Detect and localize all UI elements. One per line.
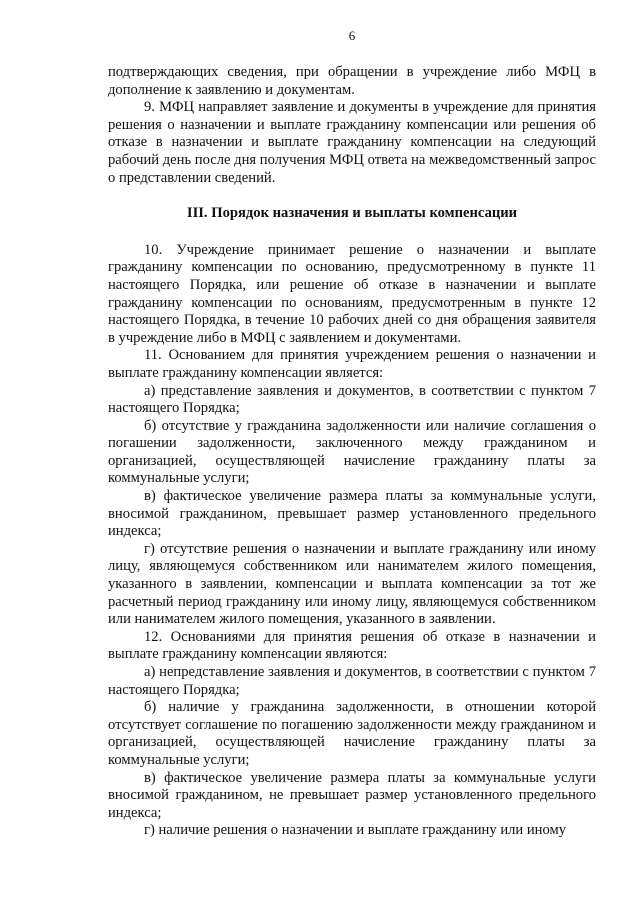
- paragraph-item-12-g: г) наличие решения о назначении и выплате гражданину или иному: [144, 822, 567, 839]
- paragraph-item-12-a: а) непредставление заявления и документов, в соответствии с пунктом 7 настоящего Порядка;: [108, 664, 596, 698]
- paragraph-item-11-a: а) представление заявления и документов, в соответствии с пунктом 7 настоящего Порядка;: [108, 382, 596, 417]
- page-number: 6: [348, 28, 356, 43]
- paragraph-item-10: 10. Учреждение принимает решение о назначении и выплате гражданину компенсации по основанию, предусмотренному в пункте 11 настоящего Порядка, или решение об отказе в назначении и выплате гражданину компенсации по основаниям, предусмотренным в пункте 12 настоящего Порядка, в течение 10 рабочих дней со дня обращения заявителя в учреждение либо в МФЦ с заявлением и документами.: [108, 241, 596, 346]
- document-page: [108, 28, 596, 840]
- paragraph-continuation: подтверждающих сведения, при обращении в учреждение либо МФЦ в дополнение к заявлению и документам.: [108, 64, 596, 98]
- paragraph-item-11-b: б) отсутствие у гражданина задолженности или наличие соглашения о погашении задолженности, заключенного между гражданином и организацией, осуществляющей начисление гражданину платы за коммунальные услуги;: [108, 417, 596, 487]
- paragraph-item-11-g: г) отсутствие решения о назначении и выплате гражданину или иному лицу, являющемуся собственником или нанимателем жилого помещения, указанного в заявлении, компенсации и выплата компенсации за тот же расчетный период гражданину или иному лицу, являющемуся собственником или нанимателем жилого помещения, указанного в заявлении.: [108, 540, 596, 628]
- paragraph-item-11-v: в) фактическое увеличение размера платы за коммунальные услуги, вносимой гражданином, превышает размер установленного предельного индекса;: [108, 488, 596, 540]
- paragraph-item-12: 12. Основаниями для принятия решения об отказе в назначении и выплате гражданину компенсации являются:: [108, 628, 596, 663]
- paragraph-item-12-v: в) фактическое увеличение размера платы за коммунальные услуги вносимой гражданином, не превышает размер установленного предельного индекса;: [108, 769, 596, 821]
- paragraph-item-9: 9. МФЦ направляет заявление и документы в учреждение для принятия решения о назначении и выплате гражданину компенсации или решения об отказе в назначении и выплате гражданину компенсации на следующий рабочий день после дня получения МФЦ ответа на межведомственный запрос о представлении сведений.: [108, 99, 596, 186]
- paragraph-item-11: 11. Основанием для принятия учреждением решения о назначении и выплате гражданину компенсации является:: [108, 347, 596, 381]
- section-heading: III. Порядок назначения и выплаты компенсации: [186, 205, 518, 222]
- paragraph-item-12-b: б) наличие у гражданина задолженности, в отношении которой отсутствует соглашение по погашению задолженности между гражданином и организацией, осуществляющей начисление гражданину платы за коммунальные услуги;: [108, 699, 596, 768]
